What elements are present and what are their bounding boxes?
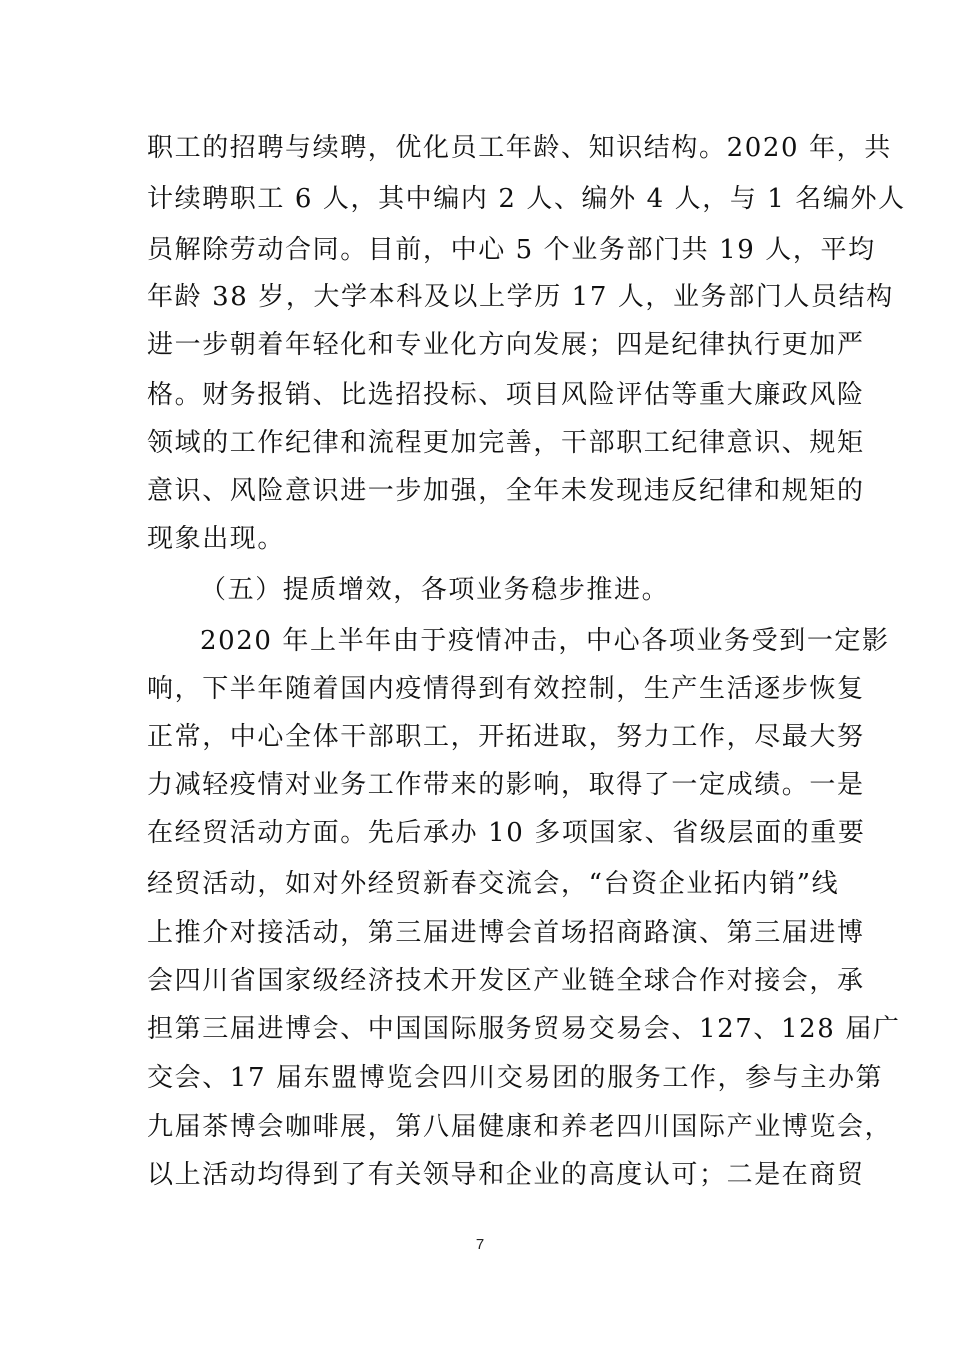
body-line-2: 计续聘职工 6 人，其中编内 2 人、编外 4 人，与 1 名编外人 bbox=[147, 184, 906, 214]
body-line-4: 年龄 38 岁，大学本科及以上学历 17 人，业务部门人员结构 bbox=[147, 282, 894, 312]
body-line-1: 职工的招聘与续聘，优化员工年龄、知识结构。2020 年，共 bbox=[147, 133, 892, 163]
body-line-7: 领域的工作纪律和流程更加完善，干部职工纪律意识、规矩 bbox=[147, 428, 865, 458]
body-line-20: 交会、17 届东盟博览会四川交易团的服务工作，参与主办第 bbox=[147, 1063, 884, 1093]
body-line-5: 进一步朝着年轻化和专业化方向发展；四是纪律执行更加严 bbox=[147, 330, 865, 360]
body-line-9: 现象出现。 bbox=[147, 524, 286, 554]
body-line-6: 格。财务报销、比选招投标、项目风险评估等重大廉政风险 bbox=[147, 380, 865, 410]
body-line-19: 担第三届进博会、中国国际服务贸易交易会、127、128 届广 bbox=[147, 1014, 901, 1044]
paragraph-first-line: 2020 年上半年由于疫情冲击，中心各项业务受到一定影 bbox=[200, 626, 890, 656]
body-line-8: 意识、风险意识进一步加强，全年未发现违反纪律和规矩的 bbox=[147, 476, 865, 506]
body-line-14: 力减轻疫情对业务工作带来的影响，取得了一定成绩。一是 bbox=[147, 770, 865, 800]
body-line-3: 员解除劳动合同。目前，中心 5 个业务部门共 19 人，平均 bbox=[147, 235, 876, 265]
section-heading: （五）提质增效，各项业务稳步推进。 bbox=[200, 575, 670, 605]
body-line-18: 会四川省国家级经济技术开发区产业链全球合作对接会，承 bbox=[147, 966, 865, 996]
body-line-15: 在经贸活动方面。先后承办 10 多项国家、省级层面的重要 bbox=[147, 818, 866, 848]
body-line-22: 以上活动均得到了有关领导和企业的高度认可；二是在商贸 bbox=[147, 1160, 865, 1190]
page-number: 7 bbox=[475, 1236, 485, 1253]
body-line-17: 上推介对接活动，第三届进博会首场招商路演、第三届进博 bbox=[147, 918, 865, 948]
body-line-13: 正常，中心全体干部职工，开拓进取，努力工作，尽最大努 bbox=[147, 722, 865, 752]
body-line-16: 经贸活动，如对外经贸新春交流会，“台资企业拓内销”线 bbox=[147, 869, 840, 899]
body-line-21: 九届茶博会咖啡展，第八届健康和养老四川国际产业博览会， bbox=[147, 1112, 893, 1142]
body-line-12: 响，下半年随着国内疫情得到有效控制，生产生活逐步恢复 bbox=[147, 674, 865, 704]
